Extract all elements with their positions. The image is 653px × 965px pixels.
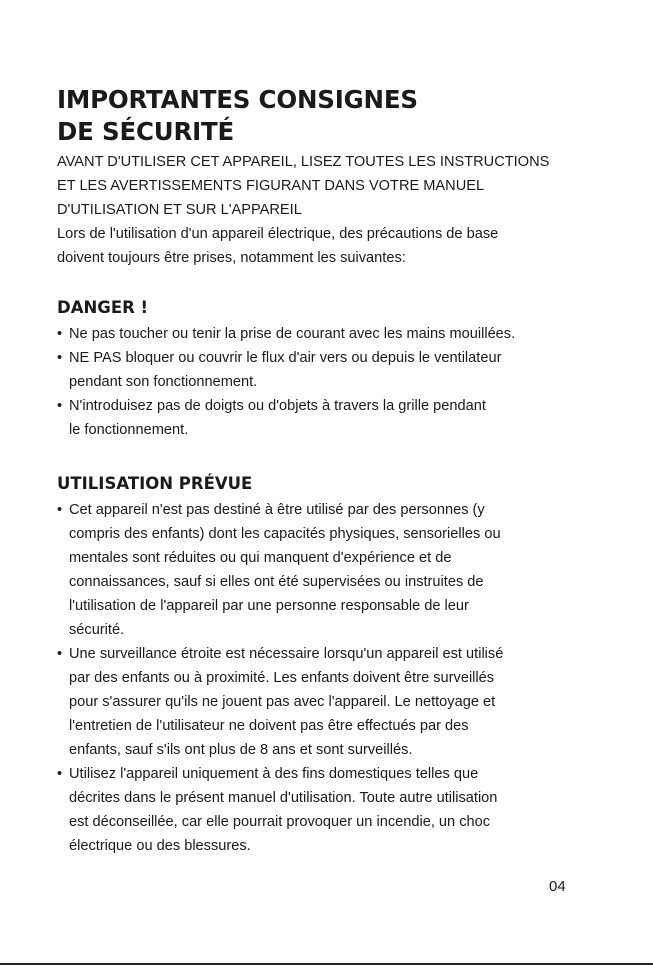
bullet-icon: •	[57, 350, 63, 366]
page-number: 04	[549, 878, 566, 895]
list-item-line: N'introduisez pas de doigts ou d'objets à travers la grille pendant	[69, 398, 486, 414]
list-item	[57, 394, 577, 442]
page-title	[57, 84, 577, 148]
danger-list	[57, 322, 577, 442]
list-item-line: l'utilisation de l'appareil par une personne responsable de leur	[69, 598, 469, 614]
list-item-line: Ne pas toucher ou tenir la prise de courant avec les mains mouillées.	[69, 326, 516, 342]
list-item-line: pour s'assurer qu'ils ne jouent pas avec l'appareil. Le nettoyage et	[69, 694, 496, 710]
bullet-icon: •	[57, 646, 63, 662]
list-item-line: sécurité.	[69, 622, 125, 638]
list-item-line: est déconseillée, car elle pourrait provoquer un incendie, un choc	[69, 814, 491, 830]
intended-use-heading: UTILISATION PRÉVUE	[57, 474, 253, 493]
list-item-line: Utilisez l'appareil uniquement à des fins domestiques telles que	[69, 766, 479, 782]
list-item-line: NE PAS bloquer ou couvrir le flux d'air vers ou depuis le ventilateur	[69, 350, 502, 366]
list-item-line: par des enfants ou à proximité. Les enfants doivent être surveillés	[69, 670, 495, 686]
intro-warning-line: D'UTILISATION ET SUR L'APPAREIL	[57, 202, 302, 218]
intro-paragraph	[57, 222, 577, 270]
intro-warning-line: ET LES AVERTISSEMENTS FIGURANT DANS VOTRE MANUEL	[57, 178, 485, 194]
intended-use-section	[57, 473, 577, 858]
page-content	[57, 84, 577, 858]
list-item-line: l'entretien de l'utilisateur ne doivent pas être effectués par des	[69, 718, 469, 734]
list-item-line: électrique ou des blessures.	[69, 838, 251, 854]
list-item-line: connaissances, sauf si elles ont été supervisées ou instruites de	[69, 574, 484, 590]
intro-paragraph-line: Lors de l'utilisation d'un appareil électrique, des précautions de base	[57, 226, 499, 242]
intro-warning-line: AVANT D'UTILISER CET APPAREIL, LISEZ TOUTES LES INSTRUCTIONS	[57, 154, 550, 170]
list-item-line: Cet appareil n'est pas destiné à être utilisé par des personnes (y	[69, 502, 485, 518]
bullet-icon: •	[57, 398, 63, 414]
list-item-line: Une surveillance étroite est nécessaire lorsqu'un appareil est utilisé	[69, 646, 504, 662]
bullet-icon: •	[57, 326, 63, 342]
danger-section	[57, 297, 577, 442]
list-item	[57, 322, 577, 346]
intro-warning	[57, 150, 577, 222]
page-title-line-1: IMPORTANTES CONSIGNES	[57, 85, 418, 114]
list-item-line: décrites dans le présent manuel d'utilisation. Toute autre utilisation	[69, 790, 498, 806]
list-item	[57, 346, 577, 394]
danger-heading: DANGER !	[57, 298, 149, 317]
page-title-line-2: DE SÉCURITÉ	[57, 117, 235, 146]
intro-paragraph-line: doivent toujours être prises, notamment les suivantes:	[57, 250, 406, 266]
bullet-icon: •	[57, 766, 63, 782]
list-item-line: enfants, sauf s'ils ont plus de 8 ans et sont surveillés.	[69, 742, 413, 758]
list-item	[57, 498, 577, 642]
intended-use-list	[57, 498, 577, 858]
list-item-line: compris des enfants) dont les capacités physiques, sensorielles ou	[69, 526, 501, 542]
list-item	[57, 762, 577, 858]
bullet-icon: •	[57, 502, 63, 518]
list-item-line: pendant son fonctionnement.	[69, 374, 258, 390]
list-item	[57, 642, 577, 762]
list-item-line: mentales sont réduites ou qui manquent d'expérience et de	[69, 550, 452, 566]
list-item-line: le fonctionnement.	[69, 422, 189, 438]
